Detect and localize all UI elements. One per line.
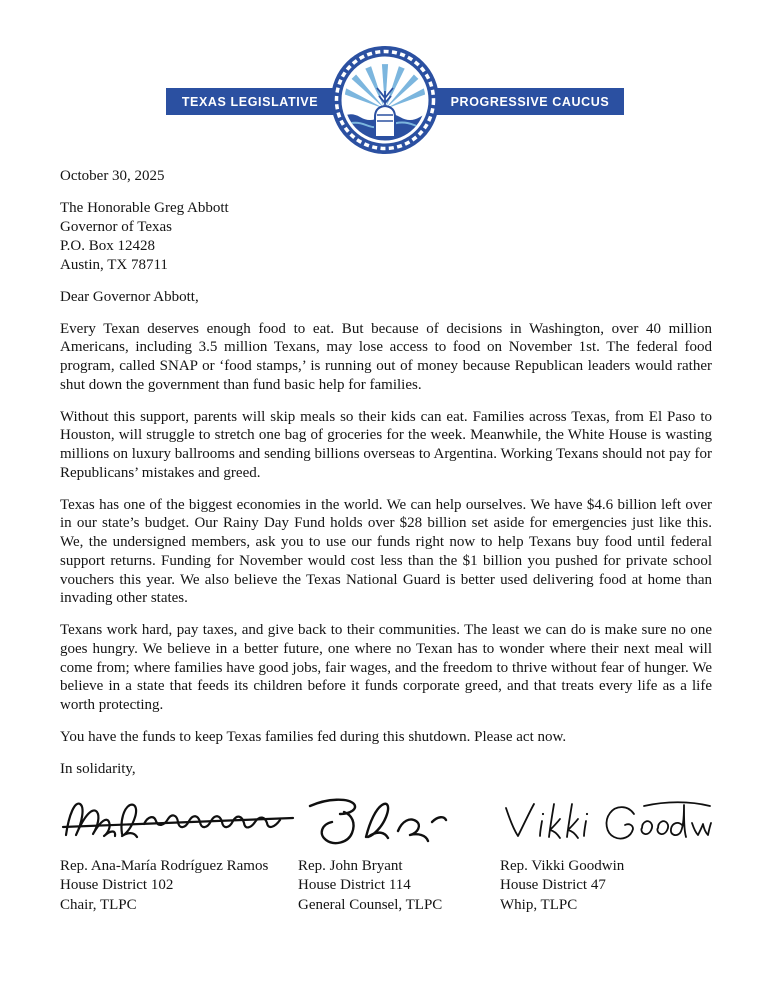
- signer-column-ana-maria: [60, 792, 298, 914]
- caucus-logo: [0, 0, 772, 155]
- signer-role: Whip, TLPC: [500, 896, 578, 913]
- letter-paragraph-1: Every Texan deserves enough food to eat. But because of decisions in Washington, over 40 million Americans, including 3.5 million Texans, may lose access to food on November 1st. The federal food program, called SNAP or ‘food stamps,’ is running out of money because Republican leaders would rather shut down the government than fund basic help for families.: [60, 320, 712, 393]
- address-line: P.O. Box 12428: [60, 237, 156, 254]
- signer-details: [60, 857, 298, 914]
- caucus-emblem: [330, 45, 440, 155]
- address-line: Austin, TX 78711: [60, 256, 168, 273]
- closing-line: In solidarity,: [60, 760, 136, 777]
- signer-details: [500, 857, 712, 914]
- signer-column-vikki-goodwin: [500, 792, 712, 914]
- signer-column-john-bryant: [298, 792, 500, 914]
- logo-right-banner: PROGRESSIVE CAUCUS: [430, 88, 624, 115]
- signer-role: General Counsel, TLPC: [298, 896, 443, 913]
- signer-name: Rep. Vikki Goodwin: [500, 858, 625, 875]
- signer-district: House District 47: [500, 877, 606, 894]
- address-line: The Honorable Greg Abbott: [60, 199, 229, 216]
- fist-wheat-sunrays-emblem-icon: [330, 45, 440, 155]
- letter-paragraph-4: Texans work hard, pay taxes, and give back to their communities. The least we can do is make sure no one goes hungry. We believe in a better future, one where no Texan has to wonder where their next meal will come from; where families have good jobs, fair wages, and the freedom to thrive without fear of hunger. We believe in a state that feeds its children before it funds corporate greed, and that treats every life as a life worth protecting.: [60, 622, 712, 714]
- signer-details: [298, 857, 500, 914]
- signature-vikki-goodwin: [500, 792, 712, 850]
- signature-ana-maria-rodriguez-ramos: [60, 792, 298, 850]
- logo-left-banner: TEXAS LEGISLATIVE: [166, 88, 340, 115]
- letter-body: [0, 155, 772, 915]
- letter-paragraph-5: You have the funds to keep Texas families fed during this shutdown. Please act now.: [60, 728, 567, 745]
- signer-name: Rep. John Bryant: [298, 858, 403, 875]
- signer-name: Rep. Ana-María Rodríguez Ramos: [60, 858, 269, 875]
- letter-date: October 30, 2025: [60, 168, 165, 184]
- letter-paragraph-2: Without this support, parents will skip meals so their kids can eat. Families across Texas, from El Paso to Houston, will struggle to stretch one bag of groceries for the week. Meanwhile, the White House is wasting millions on luxury ballrooms and sending billions overseas to Argentina. Working Texans should not pay for Republicans’ mistakes and greed.: [60, 408, 712, 481]
- recipient-address: [60, 199, 712, 275]
- signature-john-bryant: [298, 792, 448, 850]
- signer-district: House District 102: [60, 877, 174, 894]
- salutation: Dear Governor Abbott,: [60, 288, 199, 305]
- signature-block: [60, 792, 712, 914]
- letter-paragraph-3: Texas has one of the biggest economies in the world. We can help ourselves. We have $4.6 billion left over in our state’s budget. Our Rainy Day Fund holds over $28 billion set aside for emergencies just like this. We, the undersigned members, ask you to use our funds right now to help Texans buy food until federal support returns. Funding for November would cost less than the $1 billion you pushed for private school vouchers this year. We also believe the Texas National Guard is better used delivering food at home than invading other states.: [60, 496, 712, 607]
- signer-district: House District 114: [298, 877, 411, 894]
- signer-role: Chair, TLPC: [60, 896, 137, 913]
- address-line: Governor of Texas: [60, 218, 172, 235]
